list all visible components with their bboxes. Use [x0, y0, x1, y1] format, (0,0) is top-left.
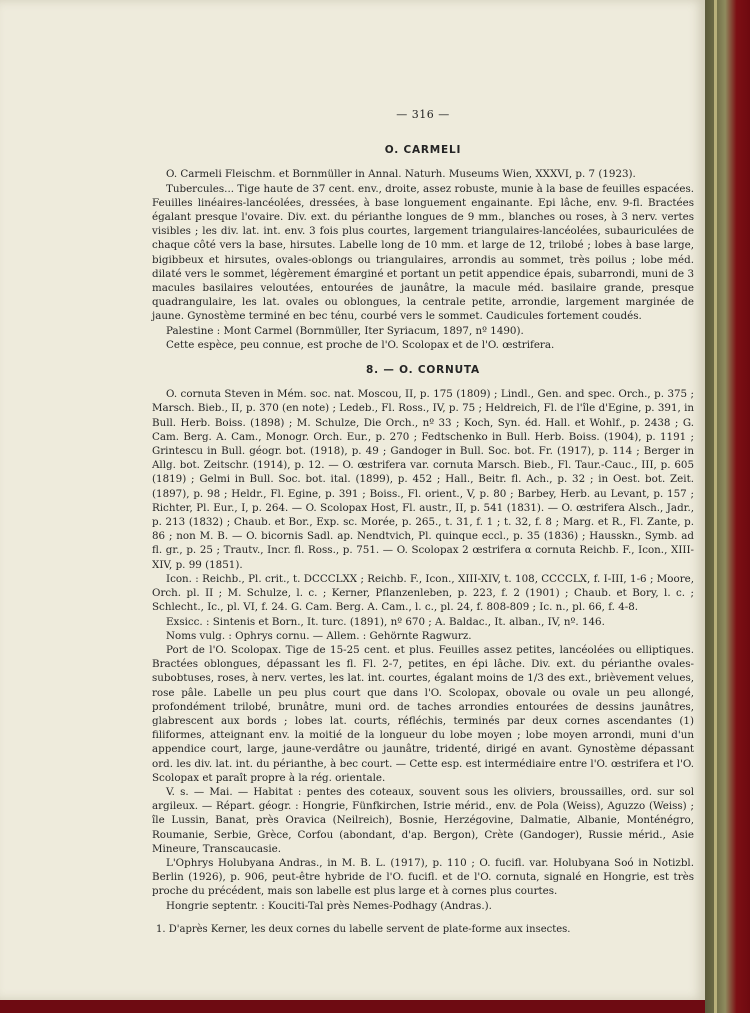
book-spine: [705, 0, 750, 1013]
spine-strip: [714, 0, 717, 1013]
page-number: — 316 —: [396, 108, 450, 121]
paragraph: Tubercules... Tige haute de 37 cent. env., droite, assez robuste, munie à la base de feuilles espacées. Feuilles linéaires-lancéolées, dressées, à base longuement engainante. Epi lâche, env. 9-fl. Bractées égalant presque l'ovaire. Div. ext. du périanthe longues de 9 mm., blanches ou roses, à 3 nerv. vertes visibles ; les div. lat. int. env. 3 fois plus courtes, largement triangulaires-lancéolées, subauriculées de chaque côté vers la base, hirsutes. Labelle long de 10 mm. et large de 12, trilobé ; lobes à base large, bigibbeux et hirsutes, ovales-oblongs ou triangulaires, arrondis au sommet, très poilus ; lobe méd. dilaté vers le sommet, légèrement émarginé et portant un petit appendice épais, subarrondi, muni de 3 macules basilaires veloutées, entourées de jaunâtre, la macule méd. basilaire grande, presque quadrangulaire, les lat. ovales ou oblongues, la centrale petite, arrondie, largement marginée de jaune. Gynostème terminé en bec ténu, courbé vers le sommet. Caudicules fortement coudés.: [152, 182, 694, 323]
paragraph: Exsicc. : Sintenis et Born., It. turc. (1891), nº 670 ; A. Baldac., It. alban., IV, nº. 146.: [166, 615, 605, 628]
paragraph: Hongrie septentr. : Kouciti-Tal près Nemes-Podhagy (Andras.).: [166, 899, 492, 912]
paragraph: O. Carmeli Fleischm. et Bornmüller in Annal. Naturh. Museums Wien, XXXVI, p. 7 (1923).: [166, 168, 636, 181]
paragraph: Cette espèce, peu connue, est proche de l'O. Scolopax et de l'O. œstrifera.: [166, 338, 555, 351]
paragraph: Icon. : Reichb., Pl. crit., t. DCCCLXX ; Reichb. F., Icon., XIII-XIV, t. 108, CCCCLX, f. I-III, 1-6 ; Moore, Orch. pl. II ; M. Schulze, l. c. ; Kerner, Pflanzenleben, p. 223, f. 2 (1901) ; Chaub. et Bory, l. c. ; Schlecht., Ic., pl. VI, f. 24. G. Cam. Berg. A. Cam., l. c., pl. 24, f. 808-809 ; Ic. n., pl. 66, f. 4-8.: [152, 572, 694, 614]
paragraph: L'Ophrys Holubyana Andras., in M. B. L. (1917), p. 110 ; O. fucifl. var. Holubyana Soó in Notizbl. Berlin (1926), p. 906, peut-être hybride de l'O. fucifl. et de l'O. cornuta, signalé en Hongrie, est très proche du précédent, mais son labelle est plus large et à cornes plus courtes.: [152, 856, 694, 898]
paragraph: Noms vulg. : Ophrys cornu. — Allem. : Gehörnte Ragwurz.: [166, 629, 472, 642]
page-content: [152, 108, 694, 937]
footnote: 1. D'après Kerner, les deux cornes du labelle servent de plate-forme aux insectes.: [156, 923, 571, 935]
section-heading-cornuta: 8. — O. CORNUTA: [366, 364, 480, 377]
paragraph: Port de l'O. Scolopax. Tige de 15-25 cent. et plus. Feuilles assez petites, lancéolées ou elliptiques. Bractées oblongues, dépassant les fl. Fl. 2-7, petites, en épi lâche. Div. ext. du périanthe ovales-subobtuses, roses, à nerv. vertes, les lat. int. courtes, égalant moins de 1/3 des ext., brièvement velues, rose pâle. Labelle un peu plus court que dans l'O. Scolopax, obovale ou ovale un peu allongé, profondément trilobé, brunâtre, muni ord. de taches arrondies entourées de dessins jaunâtres, glabrescent aux bords ; lobes lat. courts, réfléchis, terminés par deux cornes ascendantes (1) filiformes, atteignant env. la moitié de la longueur du lobe moyen ; lobe moyen arrondi, muni d'un appendice court, large, jaune-verdâtre ou jaunâtre, tridenté, dirigé en avant. Gynostème dépassant ord. les div. lat. int. du périanthe, à bec court. — Cette esp. est intermédiaire entre l'O. œstrifera et l'O. Scolopax et paraît propre à la rég. orientale.: [152, 643, 694, 784]
page-bottom-edge: [0, 1000, 705, 1013]
section-heading-carmeli: O. CARMELI: [384, 144, 462, 157]
paragraph: V. s. — Mai. — Habitat : pentes des coteaux, souvent sous les oliviers, broussailles, ord. sur sol argileux. — Répart. géogr. : Hongrie, Fünfkirchen, Istrie mérid., env. de Pola (Weiss), Aguzzo (Weiss) ; île Lussin, Banat, près Oravica (Neilreich), Bosnie, Herzégovine, Dalmatie, Albanie, Monténégro, Roumanie, Serbie, Grèce, Corfou (abondant, d'ap. Bergon), Crète (Gandoger), Russie mérid., Asie Mineure, Transcaucasie.: [152, 785, 694, 855]
paragraph: Palestine : Mont Carmel (Bornmüller, Iter Syriacum, 1897, nº 1490).: [166, 324, 524, 337]
paragraph: O. cornuta Steven in Mém. soc. nat. Moscou, II, p. 175 (1809) ; Lindl., Gen. and spec. Orch., p. 375 ; Marsch. Bieb., II, p. 370 (en note) ; Ledeb., Fl. Ross., IV, p. 75 ; Heldreich, Fl. de l'île d'Egine, p. 391, in Bull. Herb. Boiss. (1898) ; M. Schulze, Die Orch., nº 33 ; Koch, Syn. éd. Hall. et Wohlf., p. 2438 ; G. Cam. Berg. A. Cam., Monogr. Orch. Eur., p. 270 ; Fedtschenko in Bull. Herb. Boiss. (1904), p. 1191 ; Grintescu in Bull. géogr. bot. (1918), p. 49 ; Gandoger in Bull. Soc. bot. Fr. (1917), p. 114 ; Berger in Allg. bot. Zeitschr. (1914), p. 12. — O. œstrifera var. cornuta Marsch. Bieb., Fl. Taur.-Cauc., III, p. 605 (1819) ; Gelmi in Bull. Soc. bot. ital. (1899), p. 452 ; Hall., Beitr. fl. Ach., p. 32 ; in Oest. bot. Zeit. (1897), p. 98 ; Heldr., Fl. Egine, p. 391 ; Boiss., Fl. orient., V, p. 80 ; Barbey, Herb. au Levant, p. 157 ; Richter, Pl. Eur., I, p. 264. — O. Scolopax Host, Fl. austr., II, p. 541 (1831). — O. œstrifera Alsch., Jadr., p. 213 (1832) ; Chaub. et Bor., Exp. sc. Morée, p. 265., t. 31, f. 1 ; t. 32, f. 8 ; Marg. et R., Fl. Zante, p. 86 ; non M. B. — O. bicornis Sadl. ap. Nendtvich, Pl. quinque eccl., p. 35 (1836) ; Hausskn., Symb. ad fl. gr., p. 25 ; Trautv., Incr. fl. Ross., p. 751. — O. Scolopax 2 œstrifera α cornuta Reichb. F., Icon., XIII-XIV, p. 99 (1851).: [152, 388, 694, 571]
